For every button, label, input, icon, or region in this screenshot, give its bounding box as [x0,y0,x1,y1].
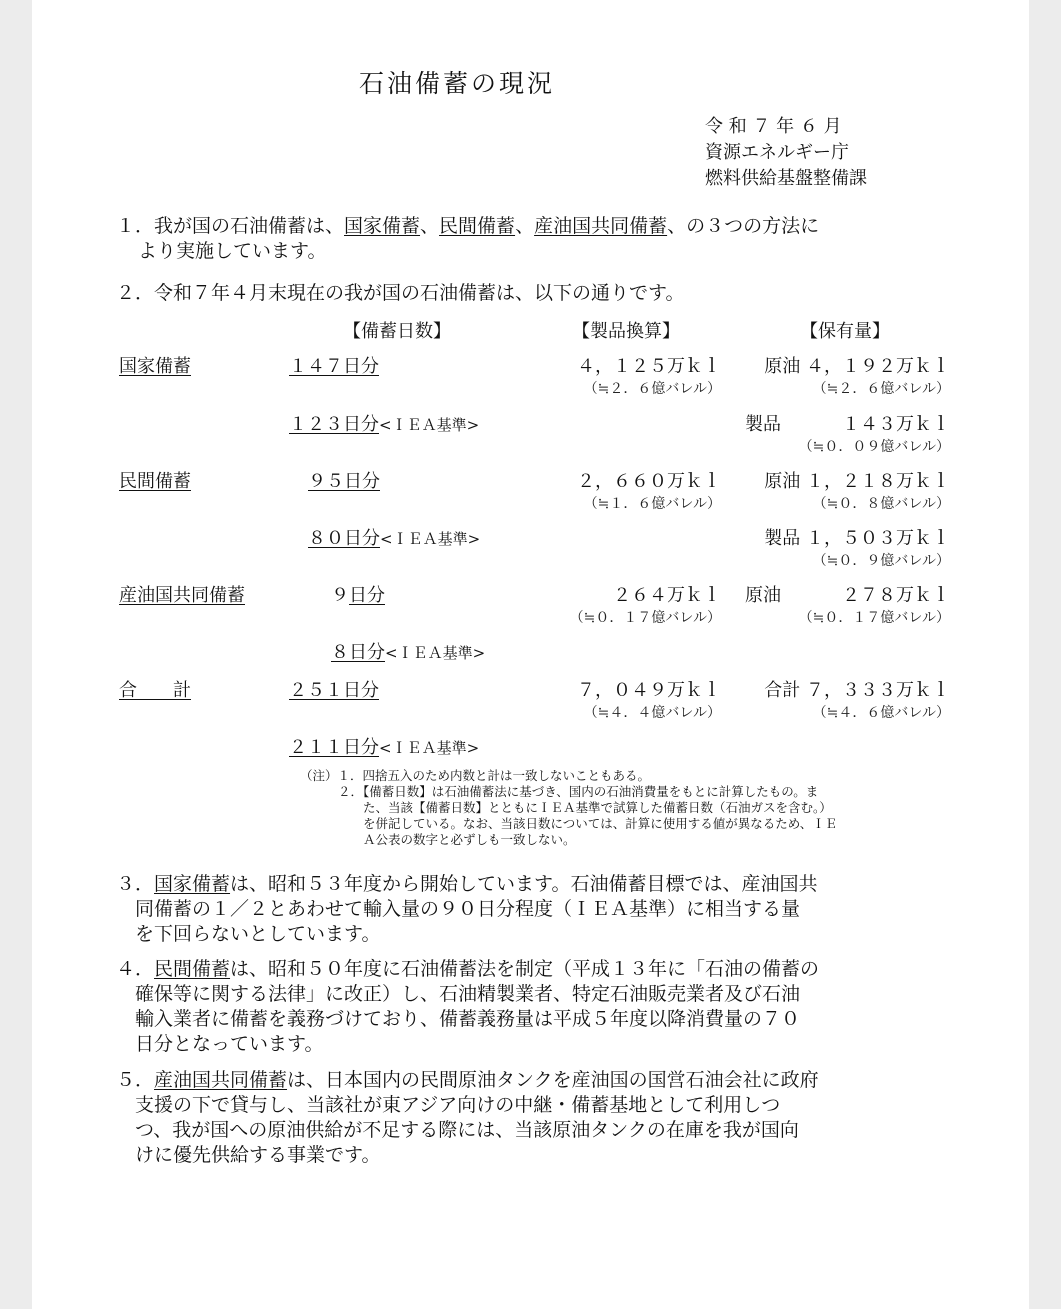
header-product: 【製品換算】 [572,321,680,342]
paragraph-4 [116,957,819,1057]
total-days: ２５１日分 [289,680,379,701]
term-joint-reserve: 産油国共同備蓄 [534,215,668,237]
joint-iea-days [331,638,485,664]
p3-line-1: は、昭和５３年度から開始しています。石油備蓄目標では、産油国共 [230,873,818,895]
row-label-joint: 産油国共同備蓄 [119,585,245,606]
joint-crude-bbl: （≒０．１７億バレル） [798,610,950,626]
p1-sep1: 、 [420,215,440,237]
private-crude: 原油 １，２１８万ｋｌ [764,471,950,492]
p5-line-2: 支援の下で貸与し、当該社が東アジア向けの中継・備蓄基地として利用しつ [135,1094,781,1116]
private-crude-bbl: （≒０．８億バレル） [812,496,950,512]
division-name: 燃料供給基盤整備課 [705,168,867,189]
document-page [32,0,1029,1309]
p1-sep2: 、 [515,215,535,237]
p3-term: 国家備蓄 [154,873,231,895]
national-refined-amount: １４３万ｋｌ [842,414,950,435]
joint-days-num: ９ [331,585,349,606]
private-iea-days [308,524,480,550]
total-product-bbl: （≒４．４億バレル） [583,705,721,721]
joint-crude-label: 原油 [745,585,781,606]
p4-line-1: は、昭和５０年度に石油備蓄法を制定（平成１３年に「石油の備蓄の [230,958,820,980]
p4-num: ４． [116,958,155,980]
iea-suffix: <ＩＥＡ基準> [379,739,480,757]
joint-product-bbl: （≒０．１７億バレル） [569,610,721,626]
private-refined: 製品 １，５０３万ｋｌ [764,528,950,549]
p4-term: 民間備蓄 [154,958,231,980]
row-label-total: 合 計 [119,680,191,701]
note-2-line-4: Ａ公表の数字と必ずしも一致しない。 [363,832,576,847]
agency-name: 資源エネルギー庁 [705,142,849,163]
total-holding: 合計 ７，３３３万ｋｌ [764,680,950,701]
joint-crude-amount: ２７８万ｋｌ [842,585,950,606]
total-iea-days-value: ２１１日分 [289,737,379,758]
paragraph-1 [116,214,819,264]
national-refined-bbl: （≒０．０９億バレル） [798,439,950,455]
national-refined-label: 製品 [745,414,781,435]
page-title: 石油備蓄の現況 [359,69,556,98]
private-refined-bbl: （≒０．９億バレル） [812,553,950,569]
p4-line-4: 日分となっています。 [135,1033,324,1055]
private-iea-days-value: ８０日分 [308,528,380,549]
national-product-bbl: （≒２．６億バレル） [583,381,721,397]
p1-lead: １．我が国の石油備蓄は、 [116,215,345,237]
joint-days [331,581,385,607]
term-private-reserve: 民間備蓄 [439,215,516,237]
iea-suffix: <ＩＥＡ基準> [380,530,481,548]
paragraph-2: ２．令和７年４月末現在の我が国の石油備蓄は、以下の通りです。 [116,282,685,304]
header-holding: 【保有量】 [800,321,890,342]
p5-line-4: けに優先供給する事業です。 [135,1144,381,1166]
private-product: ２，６６０万ｋｌ [577,471,721,492]
header-days: 【備蓄日数】 [343,321,451,342]
notes-block [300,768,837,848]
p1-tail: 、の３つの方法に [667,215,820,237]
national-iea-days-value: １２３日分 [289,414,379,435]
p3-num: ３． [116,873,155,895]
p1-line2: より実施しています。 [138,240,327,262]
total-holding-bbl: （≒４．６億バレル） [812,705,950,721]
iea-suffix: <ＩＥＡ基準> [379,416,480,434]
p5-term: 産油国共同備蓄 [154,1069,288,1091]
term-national-reserve: 国家備蓄 [344,215,421,237]
national-iea-days [289,410,479,436]
note-2-line-2: た、当該【備蓄日数】とともにＩＥＡ基準で試算した備蓄日数（石油ガスを含む。） [363,800,832,815]
joint-product: ２６４万ｋｌ [613,585,721,606]
note-2-line-3: を併記している。なお、当該日数については、計算に使用する値が異なるため、ＩＥ [363,816,838,831]
issue-date: 令 和 ７ 年 ６ 月 [705,116,842,137]
joint-iea-days-value: ８日分 [331,642,385,663]
note-1: １．四捨五入のため内数と計は一致しないこともある。 [337,768,651,783]
p3-line-2: 同備蓄の１／２とあわせて輸入量の９０日分程度（ＩＥＡ基準）に相当する量 [135,898,801,920]
private-product-bbl: （≒１．６億バレル） [583,496,721,512]
p4-line-2: 確保等に関する法律」に改正）し、石油精製業者、特定石油販売業者及び石油 [135,983,801,1005]
p4-line-3: 輸入業者に備蓄を義務づけており、備蓄義務量は平成５年度以降消費量の７０ [135,1008,801,1030]
total-product: ７，０４９万ｋｌ [577,680,721,701]
paragraph-5 [116,1068,819,1168]
p5-line-1: は、日本国内の民間原油タンクを産油国の国営石油会社に政府 [287,1069,819,1091]
p5-num: ５． [116,1069,155,1091]
issuer-block [705,114,867,192]
national-crude: 原油 ４，１９２万ｋｌ [764,356,950,377]
national-days: １４７日分 [289,356,379,377]
joint-days-unit: 日分 [349,585,385,606]
p3-line-3: を下回らないとしています。 [135,923,381,945]
paragraph-3 [116,872,818,947]
private-days: ９５日分 [308,471,380,492]
iea-suffix: <ＩＥＡ基準> [385,644,486,662]
national-crude-bbl: （≒２．６億バレル） [812,381,950,397]
note-2-line-1: ２．【備蓄日数】は石油備蓄法に基づき、国内の石油消費量をもとに計算したもの。ま [338,784,819,799]
p5-line-3: つ、我が国への原油供給が不足する際には、当該原油タンクの在庫を我が国向 [135,1119,799,1141]
row-label-private: 民間備蓄 [119,471,191,492]
row-label-national: 国家備蓄 [119,356,191,377]
national-product: ４，１２５万ｋｌ [577,356,721,377]
total-iea-days [289,733,479,759]
notes-prefix: （注） [300,768,338,783]
